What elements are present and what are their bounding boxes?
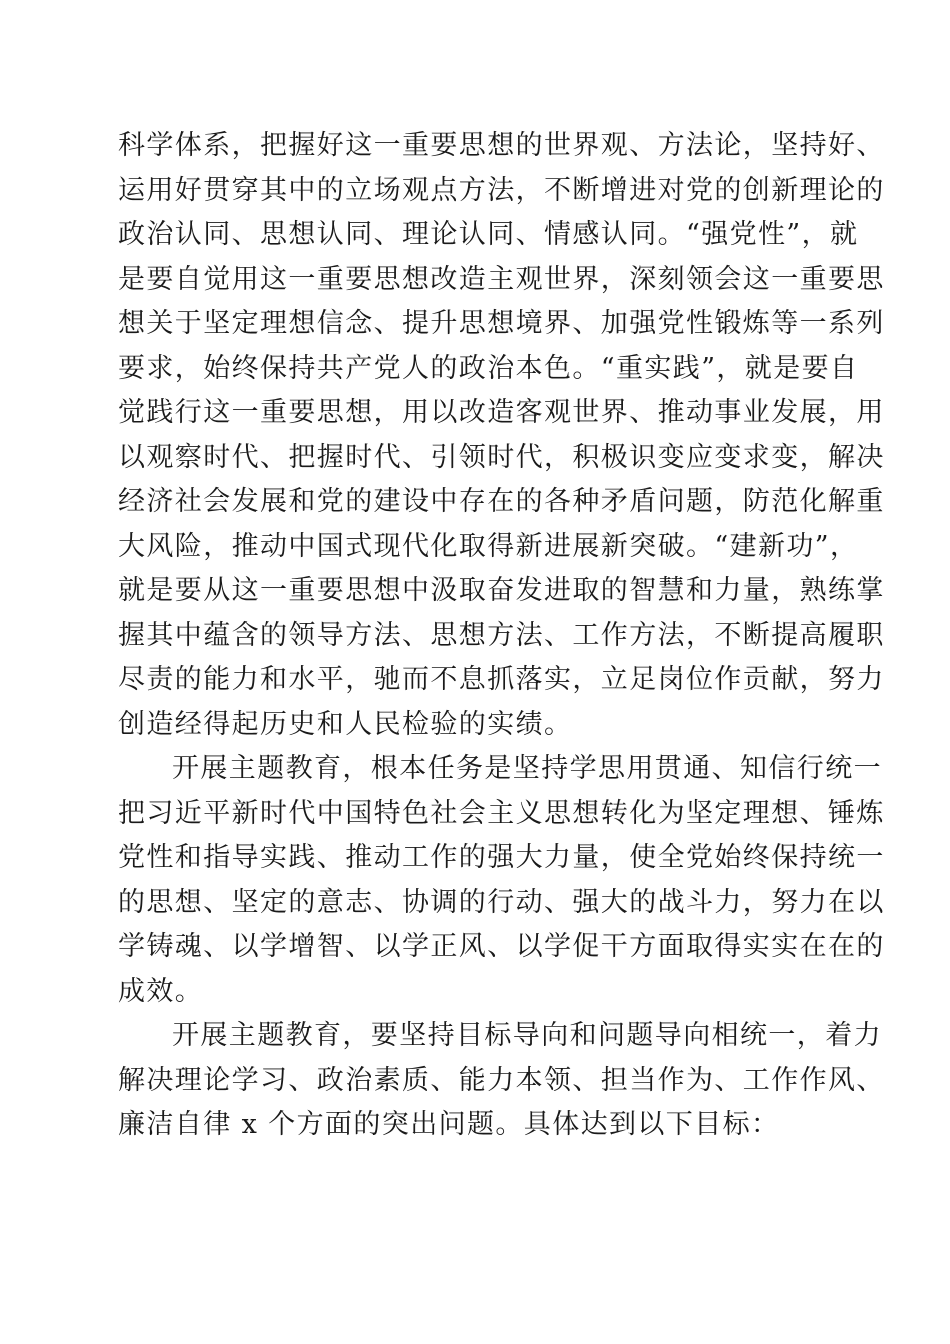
- text-line: 运用好贯穿其中的立场观点方法，不断增进对党的创新理论的: [118, 174, 885, 206]
- text-line: 大风险，推动中国式现代化取得新进展新突破。“建新功”，: [118, 530, 859, 562]
- document-body: [118, 124, 885, 1148]
- paragraph-3: [118, 1014, 885, 1148]
- text-line: 党性和指导实践、推动工作的强大力量，使全党始终保持统一: [118, 842, 885, 873]
- text-line-indented: 开展主题教育，根本任务是坚持学思用贯通、知信行统一: [172, 753, 882, 784]
- text-line: 政治认同、思想认同、理论认同、情感认同。“强党性”，就: [118, 219, 859, 250]
- text-line: 想关于坚定理想信念、提升思想境界、加强党性锻炼等一系列: [118, 308, 885, 339]
- text-line: 是要自觉用这一重要思想改造主观世界，深刻领会这一重要思: [118, 263, 885, 295]
- text-line: 创造经得起历史和人民检验的实绩。: [118, 708, 573, 740]
- text-line: 科学体系，把握好这一重要思想的世界观、方法论，坚持好、: [118, 130, 885, 161]
- text-line: 就是要从这一重要思想中汲取奋发进取的智慧和力量，熟练掌: [118, 575, 885, 606]
- text-line: 尽责的能力和水平，驰而不息抓落实，立足岗位作贡献，努力: [118, 664, 885, 695]
- text-line: 以观察时代、把握时代、引领时代，积极识变应变求变，解决: [118, 441, 885, 473]
- text-line: 要求，始终保持共产党人的政治本色。“重实践”，就是要自: [118, 352, 859, 384]
- text-line: 解决理论学习、政治素质、能力本领、担当作为、工作作风、: [118, 1064, 885, 1096]
- text-line: 握其中蕴含的领导方法、思想方法、工作方法，不断提高履职: [118, 619, 885, 651]
- paragraph-1: [118, 124, 885, 747]
- text-line: 的思想、坚定的意志、协调的行动、强大的战斗力，努力在以: [118, 886, 885, 918]
- text-line-indented: 开展主题教育，要坚持目标导向和问题导向相统一，着力: [172, 1020, 882, 1051]
- text-line: 学铸魂、以学增智、以学正风、以学促干方面取得实实在在的: [118, 931, 885, 962]
- text-line: 成效。: [118, 975, 204, 1007]
- paragraph-2: [118, 747, 885, 1014]
- text-line: 觉践行这一重要思想，用以改造客观世界、推动事业发展，用: [118, 397, 885, 428]
- text-line: 经济社会发展和党的建设中存在的各种矛盾问题，防范化解重: [118, 486, 885, 517]
- text-line: 把习近平新时代中国特色社会主义思想转化为坚定理想、锤炼: [118, 797, 885, 829]
- text-line: 廉洁自律 x 个方面的突出问题。具体达到以下目标：: [118, 1109, 780, 1140]
